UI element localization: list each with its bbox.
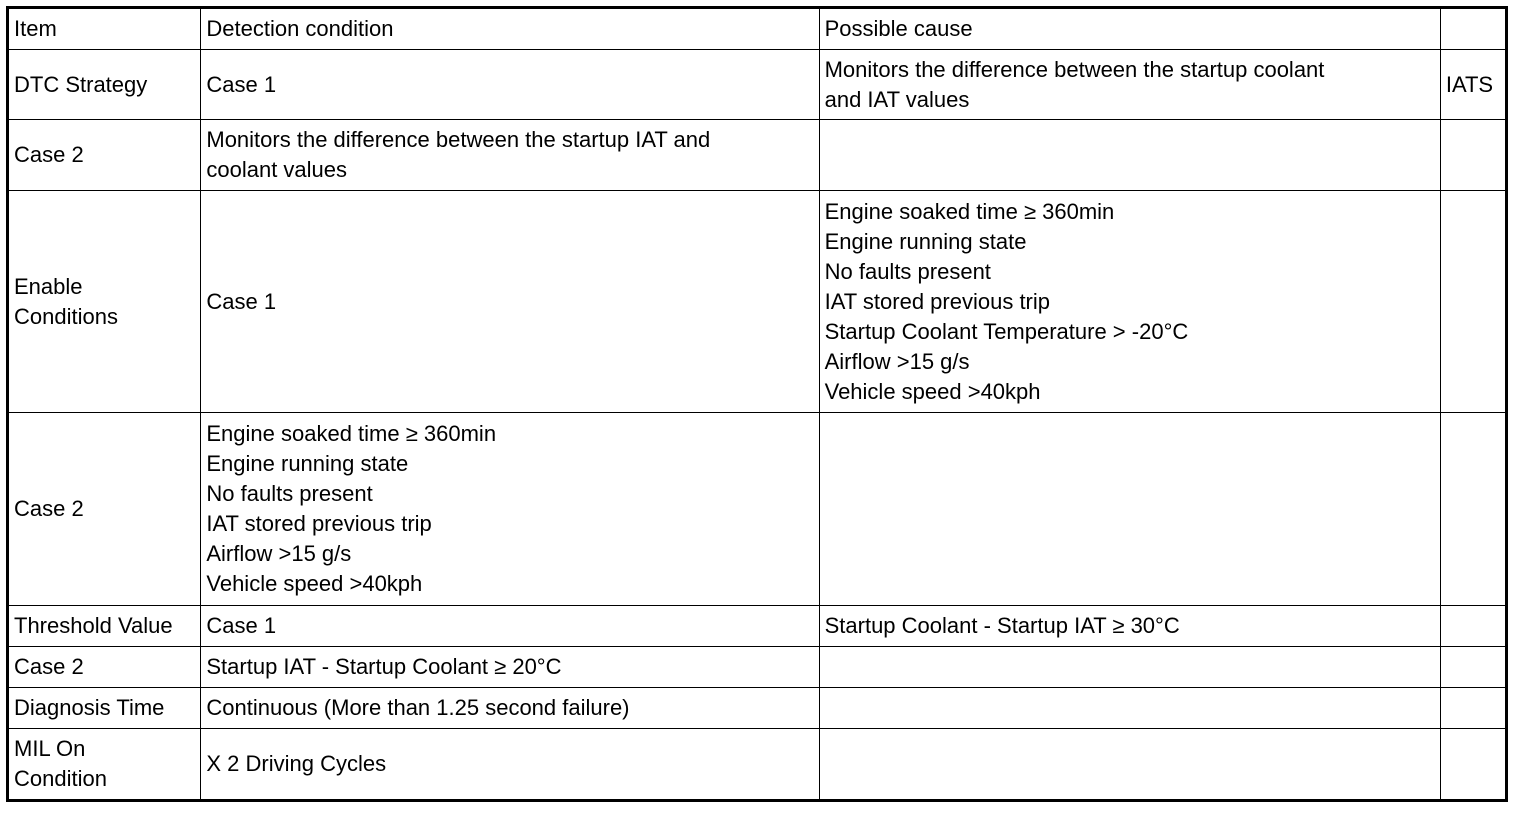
cell-cause: Engine soaked time ≥ 360min Engine running state No faults present IAT stored previous trip Startup Coolant Temperature > -20°C Airflow >15 g/s Vehicle speed >40kph — [819, 191, 1440, 413]
cell-extra — [1440, 729, 1506, 801]
cell-item: Case 2 — [8, 647, 201, 688]
cell-item: Case 2 — [8, 120, 201, 191]
cell-detection: Monitors the difference between the startup IAT and coolant values — [201, 120, 819, 191]
cell-extra — [1440, 688, 1506, 729]
cell-extra — [1440, 606, 1506, 647]
cell-item: Case 2 — [8, 413, 201, 606]
cell-detection: Case 1 — [201, 191, 819, 413]
cell-cause — [819, 729, 1440, 801]
header-possible-cause: Possible cause — [819, 8, 1440, 50]
cell-cause: Startup Coolant - Startup IAT ≥ 30°C — [819, 606, 1440, 647]
cell-detection: Engine soaked time ≥ 360min Engine running state No faults present IAT stored previous trip Airflow >15 g/s Vehicle speed >40kph — [201, 413, 819, 606]
table-row — [8, 191, 1507, 413]
cell-cause — [819, 413, 1440, 606]
table-row — [8, 688, 1507, 729]
cell-cause — [819, 120, 1440, 191]
cell-extra: IATS — [1440, 50, 1506, 120]
cell-detection: Case 1 — [201, 50, 819, 120]
table-row — [8, 606, 1507, 647]
cell-detection: Continuous (More than 1.25 second failure) — [201, 688, 819, 729]
table-header-row — [8, 8, 1507, 50]
table-row — [8, 729, 1507, 801]
cell-extra — [1440, 191, 1506, 413]
cell-item: Diagnosis Time — [8, 688, 201, 729]
table-row — [8, 50, 1507, 120]
diagnostic-table — [6, 6, 1508, 802]
cell-item: MIL On Condition — [8, 729, 201, 801]
cell-cause — [819, 647, 1440, 688]
header-item: Item — [8, 8, 201, 50]
cell-cause — [819, 688, 1440, 729]
cell-detection: X 2 Driving Cycles — [201, 729, 819, 801]
cell-item: Threshold Value — [8, 606, 201, 647]
table-row — [8, 413, 1507, 606]
cell-extra — [1440, 647, 1506, 688]
table-row — [8, 647, 1507, 688]
cell-extra — [1440, 120, 1506, 191]
cell-detection: Startup IAT - Startup Coolant ≥ 20°C — [201, 647, 819, 688]
cell-cause: Monitors the difference between the startup coolant and IAT values — [819, 50, 1440, 120]
cell-item: DTC Strategy — [8, 50, 201, 120]
header-extra — [1440, 8, 1506, 50]
cell-extra — [1440, 413, 1506, 606]
header-detection-condition: Detection condition — [201, 8, 819, 50]
cell-detection: Case 1 — [201, 606, 819, 647]
cell-item: Enable Conditions — [8, 191, 201, 413]
table-row — [8, 120, 1507, 191]
